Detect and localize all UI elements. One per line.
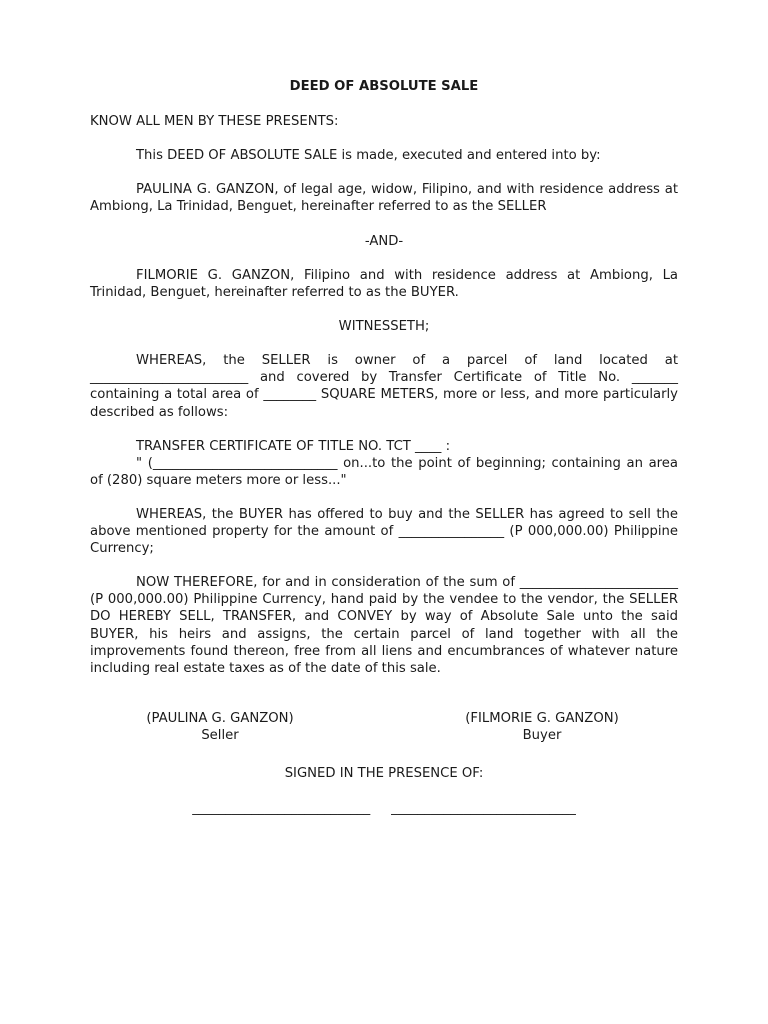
seller-signature-block <box>120 710 320 744</box>
intro-text: This DEED OF ABSOLUTE SALE is made, executed and entered into by: <box>136 148 601 163</box>
opening-line <box>90 113 678 130</box>
whereas-paragraph-1 <box>90 352 678 421</box>
whereas-1-text: WHEREAS, the SELLER is owner of a parcel of land located at ________________________ and covered by Transfer Certificate of Title No. _______ containing a total area of ________ SQUARE METERS, more or less, and more particularly described as follows: <box>90 353 678 420</box>
buyer-name: (FILMORIE G. GANZON) <box>465 711 619 726</box>
whereas-2-text: WHEREAS, the BUYER has offered to buy and the SELLER has agreed to sell the above mentioned property for the amount of ________________ (P 000,000.00) Philippine Currency; <box>90 507 678 557</box>
seller-paragraph <box>90 181 678 215</box>
and-separator: -AND- <box>364 234 404 249</box>
seller-text: PAULINA G. GANZON, of legal age, widow, Filipino, and with residence address at Ambiong, La Trinidad, Benguet, hereinafter referred to as the SELLER <box>90 182 678 215</box>
seller-role: Seller <box>201 728 239 744</box>
document-title: DEED OF ABSOLUTE SALE <box>289 79 479 94</box>
whereas-paragraph-2 <box>90 506 678 558</box>
seller-name: (PAULINA G. GANZON) <box>146 711 294 726</box>
now-therefore-paragraph <box>90 574 678 677</box>
buyer-signature-block <box>442 710 642 744</box>
tct-line-text: TRANSFER CERTIFICATE OF TITLE NO. TCT ____ : <box>136 439 451 454</box>
buyer-paragraph <box>90 267 678 301</box>
witnesseth-heading: WITNESSETH; <box>338 319 430 334</box>
tct-description <box>90 455 678 489</box>
buyer-text: FILMORIE G. GANZON, Filipino and with residence address at Ambiong, La Trinidad, Benguet, hereinafter referred to as the BUYER. <box>90 268 678 301</box>
tct-description-text: " (____________________________ on...to the point of beginning; containing an area of (280) square meters more or less..." <box>90 456 678 489</box>
tct-line <box>90 438 678 455</box>
opening-text: KNOW ALL MEN BY THESE PRESENTS: <box>90 114 339 129</box>
signed-presence-heading: SIGNED IN THE PRESENCE OF: <box>284 766 484 781</box>
witness-signature-lines: ___________________________ ____________________________ <box>192 801 576 816</box>
now-therefore-text: NOW THEREFORE, for and in consideration of the sum of ________________________ (P 000,000.00) Philippine Currency, hand paid by the vendee to the vendor, the SELLER DO HEREBY SELL, TRANSFER, and CONVEY by way of Absolute Sale unto the said BUYER, his heirs and assigns, the certain parcel of land together with all the improvements found thereon, free from all liens and encumbrances of whatever nature including real estate taxes as of the date of this sale. <box>90 575 678 677</box>
intro-paragraph <box>90 147 678 164</box>
buyer-role: Buyer <box>522 728 562 744</box>
